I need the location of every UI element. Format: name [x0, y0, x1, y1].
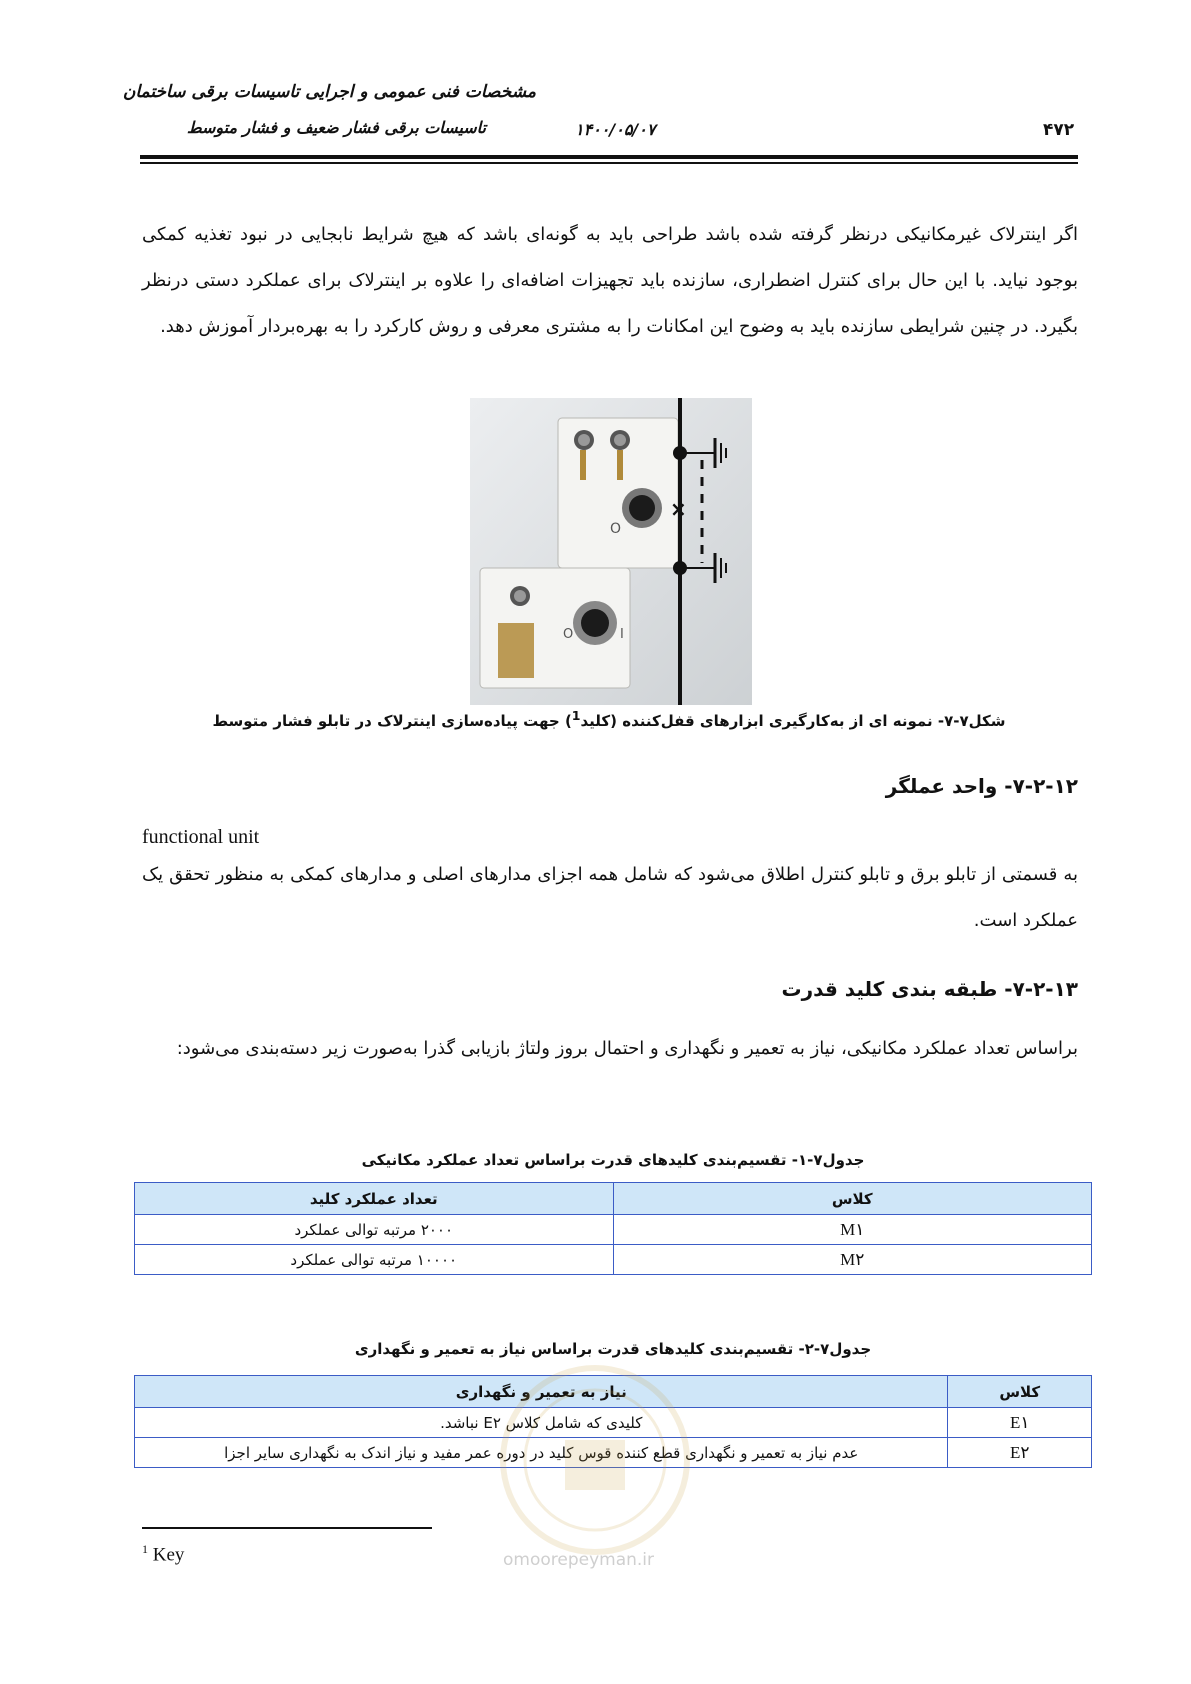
footnote-rule — [142, 1527, 432, 1529]
watermark-text: omoorepeyman.ir — [503, 1550, 655, 1570]
svg-text:I: I — [620, 627, 624, 642]
table-cell: E۲ — [948, 1438, 1092, 1468]
header-rule-thick — [140, 155, 1078, 159]
footnote-text: Key — [152, 1544, 185, 1566]
figure-caption-text: نمونه ای از به‌کارگیری ابزارهای قفل‌کننده (کلید — [580, 712, 933, 730]
figure-caption-label: شکل۷-۷- — [937, 712, 1006, 730]
paragraph-classification: براساس تعداد عملکرد مکانیکی، نیاز به تعمیر و نگهداری و احتمال بروز ولتاژ بازیابی گذرا به‌صورت زیر دسته‌بندی می‌شود: — [176, 1038, 1078, 1059]
table2-caption: جدول۷-۲- تقسیم‌بندی کلیدهای قدرت براساس نیاز به تعمیر و نگهداری — [354, 1340, 872, 1358]
svg-text:O: O — [610, 521, 622, 537]
table-mechanical-operations — [134, 1182, 1092, 1275]
paragraph-functional-unit: به قسمتی از تابلو برق و تابلو کنترل اطلاق می‌شود که شامل همه اجزای مدارهای اصلی و مدارهای کمکی به منظور تحقق یک عملکرد است. — [142, 864, 1078, 931]
watermark-seal — [495, 1360, 695, 1560]
page-number: ۴۷۲ — [1043, 120, 1075, 140]
table-header-cell: نیاز به تعمیر و نگهداری — [135, 1376, 948, 1408]
figure-caption — [140, 708, 1078, 730]
svg-text:×: × — [670, 497, 687, 521]
figure-caption-end: ) جهت پیاده‌سازی اینترلاک در تابلو فشار متوسط — [212, 712, 572, 730]
header-rule-thin — [140, 162, 1078, 164]
section-heading-functional-unit: ۷-۲-۱۲- واحد عملگر — [885, 774, 1078, 798]
table-cell: M۱ — [613, 1215, 1092, 1245]
table1-caption: جدول۷-۱- تقسیم‌بندی کلیدهای قدرت براساس تعداد عملکرد مکانیکی — [361, 1151, 865, 1169]
table-cell: کلیدی که شامل کلاس E۲ نباشد. — [135, 1408, 948, 1438]
header-date: ۱۴۰۰/۰۵/۰۷ — [575, 120, 656, 139]
table-header-cell: تعداد عملکرد کلید — [135, 1183, 614, 1215]
table-header-cell: کلاس — [948, 1376, 1092, 1408]
table-cell: عدم نیاز به تعمیر و نگهداری قطع کننده قوس کلید در دوره عمر مفید و نیاز اندک به نگهداری سایر اجزا — [135, 1438, 948, 1468]
table-cell: ۱۰۰۰۰ مرتبه توالی عملکرد — [135, 1245, 614, 1275]
paragraph-interlock: اگر اینترلاک غیرمکانیکی درنظر گرفته شده باشد طراحی باید به گونه‌ای باشد که هیچ شرایط نابجایی در نبود تغذیه کمکی بوجود نیاید. با این حال برای کنترل اضطراری، سازنده باید تجهیزات اضافه‌ای را علاوه بر اینترلاک برای عملکرد دستی درنظر بگیرد. در چنین شرایطی سازنده باید به وضوح این امکانات را به مشتری معرفی و روش کارکرد را به بهره‌بردار آموزش دهد. — [142, 224, 1078, 337]
table-header-cell: کلاس — [613, 1183, 1092, 1215]
figure-caption-footnote-ref: 1 — [571, 708, 581, 723]
table-row — [135, 1215, 1092, 1245]
table-cell: M۲ — [613, 1245, 1092, 1275]
header-subtitle: تاسیسات برقی فشار ضعیف و فشار متوسط — [186, 118, 486, 137]
header-title: مشخصات فنی عمومی و اجرایی تاسیسات برقی ساختمان — [122, 82, 536, 102]
english-term: functional unit — [142, 826, 260, 848]
footnote — [142, 1542, 184, 1566]
table-cell: ۲۰۰۰ مرتبه توالی عملکرد — [135, 1215, 614, 1245]
table-row — [135, 1245, 1092, 1275]
table-cell: E۱ — [948, 1408, 1092, 1438]
table-header-row — [135, 1183, 1092, 1215]
footnote-number: 1 — [142, 1542, 148, 1556]
svg-text:O: O — [563, 627, 574, 642]
section-heading-breaker-classification: ۷-۲-۱۳- طبقه بندی کلید قدرت — [781, 977, 1078, 1001]
interlock-key-figure — [470, 398, 752, 705]
